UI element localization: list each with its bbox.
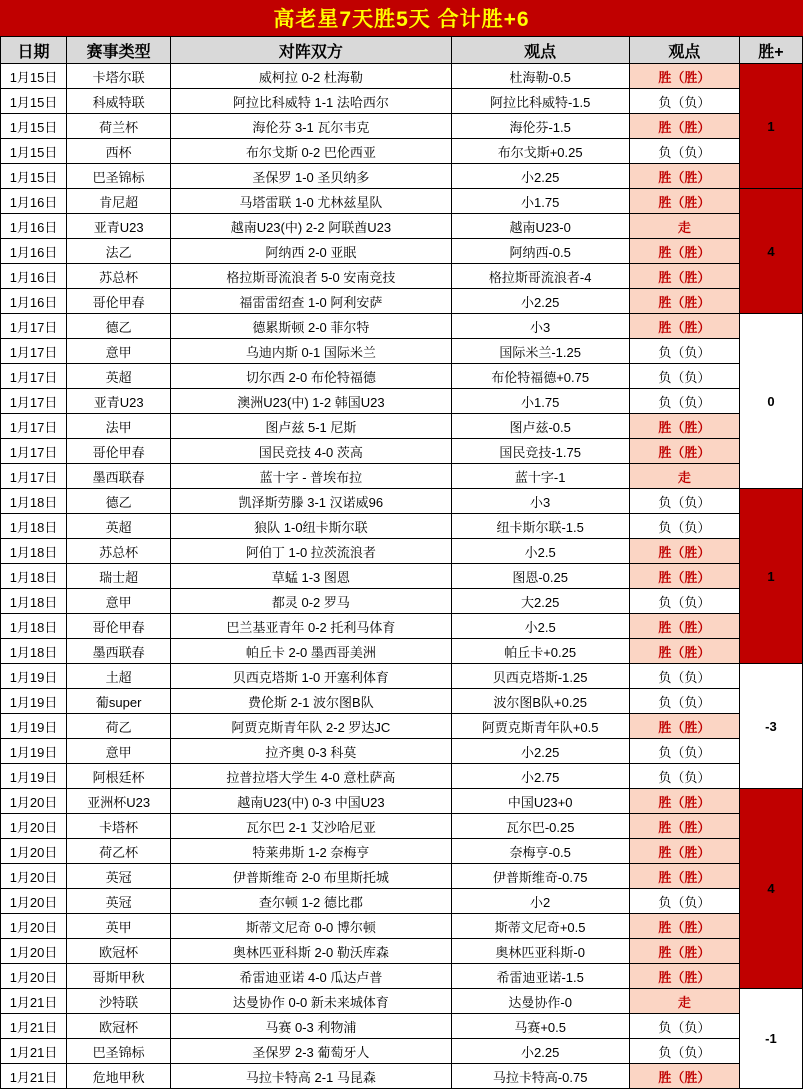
cell-league: 英超 bbox=[67, 364, 171, 389]
cell-view: 贝西克塔斯-1.25 bbox=[451, 664, 629, 689]
table-row bbox=[1, 764, 803, 789]
cell-date: 1月15日 bbox=[1, 64, 67, 89]
cell-view: 瓦尔巴-0.25 bbox=[451, 814, 629, 839]
table-row bbox=[1, 189, 803, 214]
cell-match: 贝西克塔斯 1-0 开塞利体育 bbox=[171, 664, 451, 689]
cell-date: 1月19日 bbox=[1, 739, 67, 764]
cell-view: 帕丘卡+0.25 bbox=[451, 639, 629, 664]
cell-match: 越南U23(中) 0-3 中国U23 bbox=[171, 789, 451, 814]
cell-view: 马拉卡特高-0.75 bbox=[451, 1064, 629, 1089]
cell-view: 纽卡斯尔联-1.5 bbox=[451, 514, 629, 539]
cell-league: 欧冠杯 bbox=[67, 1014, 171, 1039]
cell-match: 帕丘卡 2-0 墨西哥美洲 bbox=[171, 639, 451, 664]
cell-match: 图卢兹 5-1 尼斯 bbox=[171, 414, 451, 439]
cell-match: 查尔顿 1-2 德比郡 bbox=[171, 889, 451, 914]
column-header-match: 对阵双方 bbox=[171, 37, 451, 64]
table-body bbox=[1, 64, 803, 1089]
cell-match: 瓦尔巴 2-1 艾沙哈尼亚 bbox=[171, 814, 451, 839]
cell-view: 小2.5 bbox=[451, 614, 629, 639]
table-row bbox=[1, 339, 803, 364]
cell-result: 走 bbox=[629, 214, 739, 239]
cell-date: 1月17日 bbox=[1, 339, 67, 364]
cell-view: 波尔图B队+0.25 bbox=[451, 689, 629, 714]
cell-result: 胜（胜） bbox=[629, 614, 739, 639]
cell-match: 圣保罗 2-3 葡萄牙人 bbox=[171, 1039, 451, 1064]
table-header bbox=[1, 37, 803, 64]
table-row bbox=[1, 889, 803, 914]
table-row bbox=[1, 414, 803, 439]
cell-match: 斯蒂文尼奇 0-0 博尔顿 bbox=[171, 914, 451, 939]
cell-league: 阿根廷杯 bbox=[67, 764, 171, 789]
cell-match: 马赛 0-3 利物浦 bbox=[171, 1014, 451, 1039]
cell-group-sum: 4 bbox=[739, 789, 802, 989]
table-row bbox=[1, 514, 803, 539]
cell-view: 奥林匹亚科斯-0 bbox=[451, 939, 629, 964]
cell-view: 布伦特福德+0.75 bbox=[451, 364, 629, 389]
table-row bbox=[1, 964, 803, 989]
cell-league: 亚青U23 bbox=[67, 389, 171, 414]
cell-date: 1月20日 bbox=[1, 814, 67, 839]
cell-match: 阿伯丁 1-0 拉茨流浪者 bbox=[171, 539, 451, 564]
cell-view: 小2.25 bbox=[451, 1039, 629, 1064]
column-header-sum: 胜+ bbox=[739, 37, 802, 64]
cell-group-sum: 1 bbox=[739, 489, 802, 664]
cell-date: 1月19日 bbox=[1, 764, 67, 789]
cell-date: 1月20日 bbox=[1, 939, 67, 964]
cell-result: 胜（胜） bbox=[629, 239, 739, 264]
cell-result: 负（负） bbox=[629, 589, 739, 614]
cell-view: 国际米兰-1.25 bbox=[451, 339, 629, 364]
cell-result: 胜（胜） bbox=[629, 414, 739, 439]
table-row bbox=[1, 239, 803, 264]
cell-view: 马赛+0.5 bbox=[451, 1014, 629, 1039]
cell-result: 胜（胜） bbox=[629, 314, 739, 339]
cell-view: 小2.75 bbox=[451, 764, 629, 789]
cell-result: 负（负） bbox=[629, 889, 739, 914]
cell-league: 瑞士超 bbox=[67, 564, 171, 589]
cell-match: 圣保罗 1-0 圣贝纳多 bbox=[171, 164, 451, 189]
cell-league: 荷乙 bbox=[67, 714, 171, 739]
cell-league: 欧冠杯 bbox=[67, 939, 171, 964]
cell-date: 1月16日 bbox=[1, 289, 67, 314]
cell-date: 1月17日 bbox=[1, 439, 67, 464]
cell-result: 胜（胜） bbox=[629, 264, 739, 289]
cell-league: 沙特联 bbox=[67, 989, 171, 1014]
cell-league: 法乙 bbox=[67, 239, 171, 264]
table-row bbox=[1, 589, 803, 614]
cell-view: 小3 bbox=[451, 489, 629, 514]
cell-result: 负（负） bbox=[629, 1039, 739, 1064]
cell-view: 大2.25 bbox=[451, 589, 629, 614]
cell-date: 1月21日 bbox=[1, 989, 67, 1014]
cell-league: 科威特联 bbox=[67, 89, 171, 114]
cell-result: 胜（胜） bbox=[629, 639, 739, 664]
cell-match: 福雷雷绍查 1-0 阿利安萨 bbox=[171, 289, 451, 314]
cell-view: 斯蒂文尼奇+0.5 bbox=[451, 914, 629, 939]
table-row bbox=[1, 664, 803, 689]
column-header-date: 日期 bbox=[1, 37, 67, 64]
cell-match: 乌迪内斯 0-1 国际米兰 bbox=[171, 339, 451, 364]
cell-result: 胜（胜） bbox=[629, 564, 739, 589]
cell-result: 负（负） bbox=[629, 1014, 739, 1039]
cell-result: 走 bbox=[629, 989, 739, 1014]
cell-match: 澳洲U23(中) 1-2 韩国U23 bbox=[171, 389, 451, 414]
cell-date: 1月16日 bbox=[1, 264, 67, 289]
cell-date: 1月21日 bbox=[1, 1064, 67, 1089]
cell-result: 走 bbox=[629, 464, 739, 489]
cell-result: 胜（胜） bbox=[629, 164, 739, 189]
cell-match: 布尔戈斯 0-2 巴伦西亚 bbox=[171, 139, 451, 164]
table-row bbox=[1, 389, 803, 414]
cell-date: 1月18日 bbox=[1, 539, 67, 564]
prediction-table bbox=[0, 36, 803, 1089]
cell-league: 意甲 bbox=[67, 739, 171, 764]
cell-result: 胜（胜） bbox=[629, 814, 739, 839]
table-row bbox=[1, 1064, 803, 1089]
cell-league: 葡super bbox=[67, 689, 171, 714]
column-header-league: 赛事类型 bbox=[67, 37, 171, 64]
cell-league: 英超 bbox=[67, 514, 171, 539]
cell-match: 奥林匹亚科斯 2-0 勒沃库森 bbox=[171, 939, 451, 964]
cell-match: 威柯拉 0-2 杜海勒 bbox=[171, 64, 451, 89]
column-header-view: 观点 bbox=[451, 37, 629, 64]
cell-view: 小2 bbox=[451, 889, 629, 914]
cell-date: 1月15日 bbox=[1, 89, 67, 114]
table-row bbox=[1, 364, 803, 389]
cell-match: 达曼协作 0-0 新未来城体育 bbox=[171, 989, 451, 1014]
table-row bbox=[1, 789, 803, 814]
cell-league: 德乙 bbox=[67, 314, 171, 339]
cell-view: 图恩-0.25 bbox=[451, 564, 629, 589]
cell-match: 费伦斯 2-1 波尔图B队 bbox=[171, 689, 451, 714]
cell-league: 法甲 bbox=[67, 414, 171, 439]
header-row bbox=[1, 37, 803, 64]
table-row bbox=[1, 289, 803, 314]
cell-result: 胜（胜） bbox=[629, 64, 739, 89]
cell-date: 1月20日 bbox=[1, 964, 67, 989]
cell-match: 特莱弗斯 1-2 奈梅亨 bbox=[171, 839, 451, 864]
cell-date: 1月16日 bbox=[1, 239, 67, 264]
table-row bbox=[1, 614, 803, 639]
cell-league: 荷乙杯 bbox=[67, 839, 171, 864]
table-row bbox=[1, 489, 803, 514]
cell-match: 越南U23(中) 2-2 阿联酋U23 bbox=[171, 214, 451, 239]
cell-result: 负（负） bbox=[629, 389, 739, 414]
cell-result: 负（负） bbox=[629, 364, 739, 389]
cell-group-sum: -3 bbox=[739, 664, 802, 789]
cell-date: 1月20日 bbox=[1, 839, 67, 864]
cell-match: 草蜢 1-3 图恩 bbox=[171, 564, 451, 589]
cell-result: 胜（胜） bbox=[629, 539, 739, 564]
cell-match: 拉普拉塔大学生 4-0 意杜萨高 bbox=[171, 764, 451, 789]
cell-match: 蓝十字 - 普埃布拉 bbox=[171, 464, 451, 489]
cell-league: 土超 bbox=[67, 664, 171, 689]
cell-group-sum: 1 bbox=[739, 64, 802, 189]
cell-league: 哥伦甲春 bbox=[67, 614, 171, 639]
cell-date: 1月18日 bbox=[1, 514, 67, 539]
cell-date: 1月20日 bbox=[1, 889, 67, 914]
table-row bbox=[1, 314, 803, 339]
cell-view: 希雷迪亚诺-1.5 bbox=[451, 964, 629, 989]
cell-match: 都灵 0-2 罗马 bbox=[171, 589, 451, 614]
cell-match: 德累斯顿 2-0 菲尔特 bbox=[171, 314, 451, 339]
cell-date: 1月18日 bbox=[1, 639, 67, 664]
table-row bbox=[1, 164, 803, 189]
cell-date: 1月20日 bbox=[1, 789, 67, 814]
cell-league: 英冠 bbox=[67, 864, 171, 889]
cell-date: 1月19日 bbox=[1, 689, 67, 714]
cell-league: 墨西联春 bbox=[67, 639, 171, 664]
cell-match: 海伦芬 3-1 瓦尔韦克 bbox=[171, 114, 451, 139]
table-row bbox=[1, 64, 803, 89]
cell-match: 阿拉比科威特 1-1 法哈西尔 bbox=[171, 89, 451, 114]
cell-league: 危地甲秋 bbox=[67, 1064, 171, 1089]
table-row bbox=[1, 539, 803, 564]
cell-league: 苏总杯 bbox=[67, 264, 171, 289]
cell-match: 国民竞技 4-0 茨高 bbox=[171, 439, 451, 464]
cell-match: 马拉卡特高 2-1 马昆森 bbox=[171, 1064, 451, 1089]
cell-date: 1月21日 bbox=[1, 1014, 67, 1039]
cell-league: 哥伦甲春 bbox=[67, 289, 171, 314]
cell-league: 巴圣锦标 bbox=[67, 1039, 171, 1064]
cell-match: 阿纳西 2-0 亚眠 bbox=[171, 239, 451, 264]
cell-view: 奈梅亨-0.5 bbox=[451, 839, 629, 864]
cell-group-sum: 0 bbox=[739, 314, 802, 489]
cell-date: 1月17日 bbox=[1, 364, 67, 389]
table-row bbox=[1, 264, 803, 289]
cell-view: 海伦芬-1.5 bbox=[451, 114, 629, 139]
cell-date: 1月17日 bbox=[1, 389, 67, 414]
page-title: 高老星7天胜5天 合计胜+6 bbox=[0, 0, 803, 36]
table-row bbox=[1, 89, 803, 114]
cell-view: 杜海勒-0.5 bbox=[451, 64, 629, 89]
cell-league: 肯尼超 bbox=[67, 189, 171, 214]
cell-result: 胜（胜） bbox=[629, 289, 739, 314]
cell-date: 1月19日 bbox=[1, 664, 67, 689]
table-row bbox=[1, 564, 803, 589]
cell-league: 卡塔杯 bbox=[67, 814, 171, 839]
cell-league: 苏总杯 bbox=[67, 539, 171, 564]
table-row bbox=[1, 139, 803, 164]
cell-view: 小2.25 bbox=[451, 739, 629, 764]
cell-view: 阿纳西-0.5 bbox=[451, 239, 629, 264]
cell-date: 1月18日 bbox=[1, 489, 67, 514]
cell-league: 意甲 bbox=[67, 589, 171, 614]
table-row bbox=[1, 639, 803, 664]
cell-match: 狼队 1-0纽卡斯尔联 bbox=[171, 514, 451, 539]
cell-league: 意甲 bbox=[67, 339, 171, 364]
cell-date: 1月15日 bbox=[1, 114, 67, 139]
cell-date: 1月16日 bbox=[1, 189, 67, 214]
cell-result: 负（负） bbox=[629, 139, 739, 164]
table-row bbox=[1, 439, 803, 464]
table-row bbox=[1, 839, 803, 864]
cell-date: 1月18日 bbox=[1, 564, 67, 589]
cell-date: 1月18日 bbox=[1, 589, 67, 614]
cell-result: 胜（胜） bbox=[629, 714, 739, 739]
cell-league: 卡塔尔联 bbox=[67, 64, 171, 89]
cell-result: 胜（胜） bbox=[629, 789, 739, 814]
cell-view: 布尔戈斯+0.25 bbox=[451, 139, 629, 164]
cell-view: 小2.5 bbox=[451, 539, 629, 564]
cell-date: 1月15日 bbox=[1, 164, 67, 189]
cell-view: 蓝十字-1 bbox=[451, 464, 629, 489]
cell-view: 中国U23+0 bbox=[451, 789, 629, 814]
cell-result: 胜（胜） bbox=[629, 864, 739, 889]
cell-league: 英冠 bbox=[67, 889, 171, 914]
cell-date: 1月15日 bbox=[1, 139, 67, 164]
cell-date: 1月17日 bbox=[1, 414, 67, 439]
cell-league: 哥斯甲秋 bbox=[67, 964, 171, 989]
cell-result: 负（负） bbox=[629, 489, 739, 514]
table-row bbox=[1, 939, 803, 964]
cell-result: 负（负） bbox=[629, 339, 739, 364]
cell-league: 亚洲杯U23 bbox=[67, 789, 171, 814]
table-row bbox=[1, 814, 803, 839]
cell-group-sum: 4 bbox=[739, 189, 802, 314]
cell-view: 越南U23-0 bbox=[451, 214, 629, 239]
table-row bbox=[1, 914, 803, 939]
cell-group-sum: -1 bbox=[739, 989, 802, 1089]
cell-view: 小2.25 bbox=[451, 289, 629, 314]
cell-view: 阿拉比科威特-1.5 bbox=[451, 89, 629, 114]
table-row bbox=[1, 689, 803, 714]
table-row bbox=[1, 464, 803, 489]
cell-league: 巴圣锦标 bbox=[67, 164, 171, 189]
cell-result: 负（负） bbox=[629, 89, 739, 114]
cell-result: 胜（胜） bbox=[629, 914, 739, 939]
cell-result: 负（负） bbox=[629, 514, 739, 539]
cell-date: 1月17日 bbox=[1, 314, 67, 339]
column-header-result: 观点 bbox=[629, 37, 739, 64]
table-row bbox=[1, 714, 803, 739]
cell-match: 切尔西 2-0 布伦特福德 bbox=[171, 364, 451, 389]
cell-league: 德乙 bbox=[67, 489, 171, 514]
cell-match: 巴兰基亚青年 0-2 托利马体育 bbox=[171, 614, 451, 639]
cell-match: 希雷迪亚诺 4-0 瓜达卢普 bbox=[171, 964, 451, 989]
cell-date: 1月19日 bbox=[1, 714, 67, 739]
cell-result: 胜（胜） bbox=[629, 114, 739, 139]
cell-view: 小2.25 bbox=[451, 164, 629, 189]
cell-date: 1月20日 bbox=[1, 914, 67, 939]
cell-view: 小1.75 bbox=[451, 189, 629, 214]
cell-result: 负（负） bbox=[629, 689, 739, 714]
cell-view: 伊普斯维奇-0.75 bbox=[451, 864, 629, 889]
table-row bbox=[1, 864, 803, 889]
cell-match: 凯泽斯劳滕 3-1 汉诺威96 bbox=[171, 489, 451, 514]
cell-date: 1月20日 bbox=[1, 864, 67, 889]
cell-result: 胜（胜） bbox=[629, 189, 739, 214]
cell-result: 胜（胜） bbox=[629, 439, 739, 464]
cell-view: 小3 bbox=[451, 314, 629, 339]
table-row bbox=[1, 214, 803, 239]
table-row bbox=[1, 989, 803, 1014]
cell-result: 胜（胜） bbox=[629, 839, 739, 864]
cell-league: 英甲 bbox=[67, 914, 171, 939]
cell-result: 负（负） bbox=[629, 739, 739, 764]
cell-match: 马塔雷联 1-0 尤林兹星队 bbox=[171, 189, 451, 214]
cell-view: 小1.75 bbox=[451, 389, 629, 414]
cell-view: 图卢兹-0.5 bbox=[451, 414, 629, 439]
cell-view: 阿贾克斯青年队+0.5 bbox=[451, 714, 629, 739]
cell-result: 胜（胜） bbox=[629, 1064, 739, 1089]
cell-result: 胜（胜） bbox=[629, 964, 739, 989]
cell-result: 胜（胜） bbox=[629, 939, 739, 964]
cell-result: 负（负） bbox=[629, 664, 739, 689]
cell-view: 达曼协作-0 bbox=[451, 989, 629, 1014]
cell-date: 1月18日 bbox=[1, 614, 67, 639]
cell-match: 格拉斯哥流浪者 5-0 安南竞技 bbox=[171, 264, 451, 289]
cell-league: 墨西联春 bbox=[67, 464, 171, 489]
cell-match: 阿贾克斯青年队 2-2 罗达JC bbox=[171, 714, 451, 739]
table-row bbox=[1, 1014, 803, 1039]
cell-league: 西杯 bbox=[67, 139, 171, 164]
table-row bbox=[1, 1039, 803, 1064]
cell-view: 格拉斯哥流浪者-4 bbox=[451, 264, 629, 289]
cell-match: 拉齐奥 0-3 科莫 bbox=[171, 739, 451, 764]
table-row bbox=[1, 114, 803, 139]
cell-date: 1月17日 bbox=[1, 464, 67, 489]
cell-date: 1月21日 bbox=[1, 1039, 67, 1064]
cell-date: 1月16日 bbox=[1, 214, 67, 239]
cell-match: 伊普斯维奇 2-0 布里斯托城 bbox=[171, 864, 451, 889]
table-row bbox=[1, 739, 803, 764]
cell-league: 哥伦甲春 bbox=[67, 439, 171, 464]
cell-result: 负（负） bbox=[629, 764, 739, 789]
cell-league: 亚青U23 bbox=[67, 214, 171, 239]
cell-league: 荷兰杯 bbox=[67, 114, 171, 139]
cell-view: 国民竞技-1.75 bbox=[451, 439, 629, 464]
